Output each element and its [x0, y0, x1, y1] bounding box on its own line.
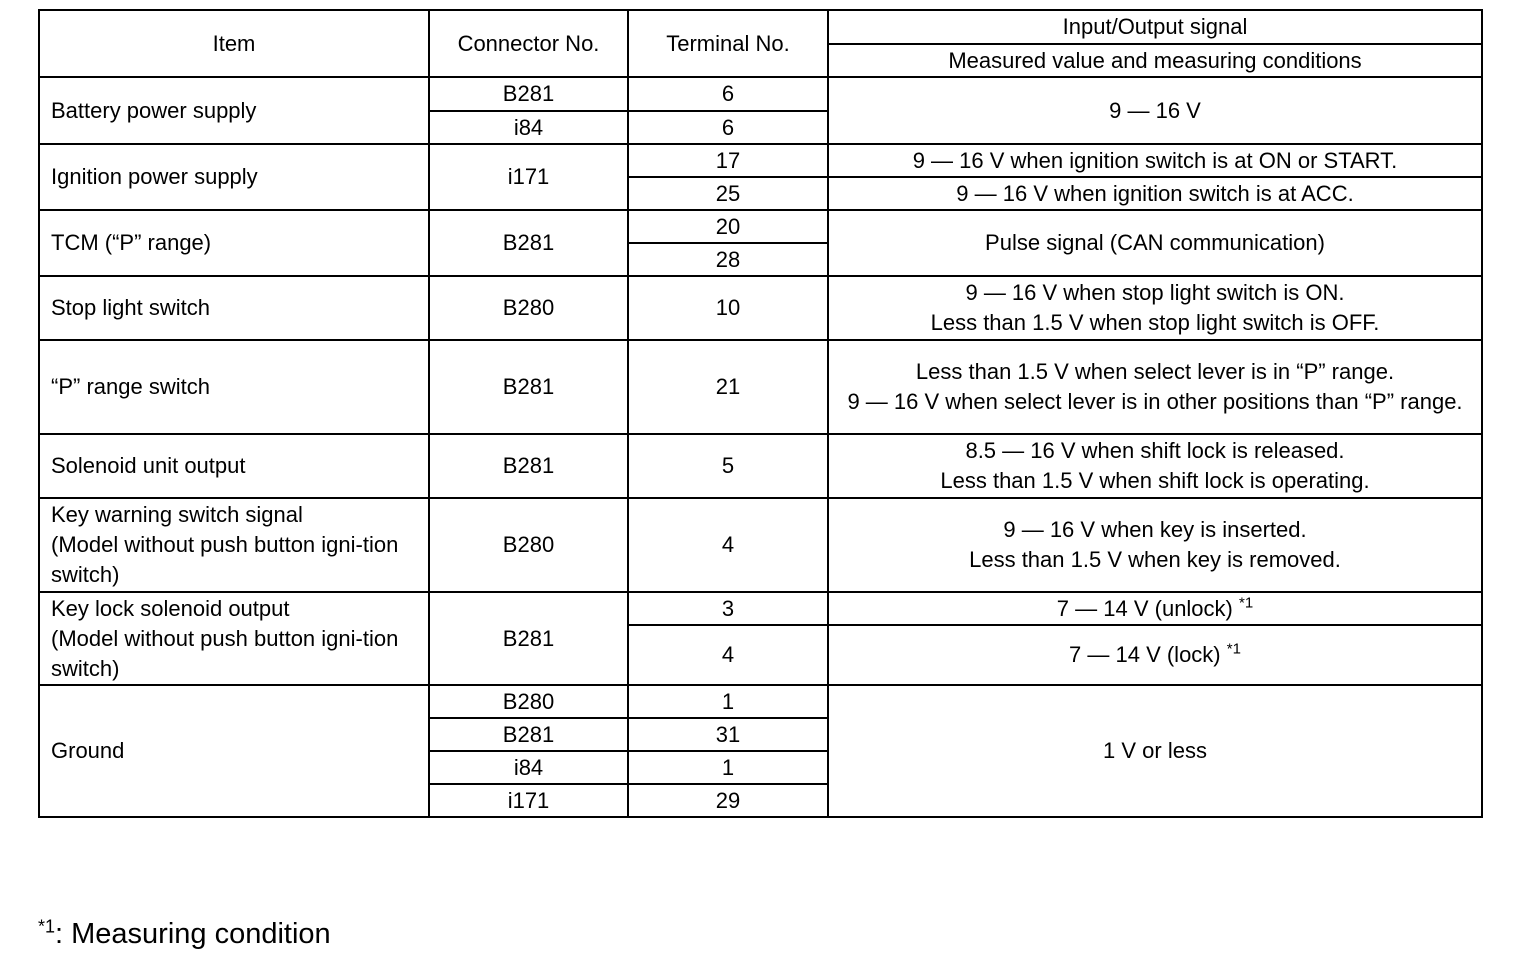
connector-cell: B281 [429, 434, 628, 498]
table-row [39, 592, 1482, 625]
terminal-cell: 10 [628, 276, 828, 340]
terminal-cell: 1 [628, 751, 828, 784]
terminal-cell: 5 [628, 434, 828, 498]
item-cell: Stop light switch [39, 276, 429, 340]
value-line: 9 — 16 V when stop light switch is ON. [965, 280, 1345, 305]
connector-cell: B280 [429, 498, 628, 592]
terminal-cell: 21 [628, 340, 828, 434]
item-cell: Ground [39, 685, 429, 817]
value-cell [828, 592, 1482, 625]
footnote-text: : Measuring condition [55, 918, 331, 950]
item-cell: Solenoid unit output [39, 434, 429, 498]
connector-cell: i171 [429, 784, 628, 817]
value-line: Less than 1.5 V when select lever is in “P” range. [915, 359, 1395, 384]
value-line: Less than 1.5 V when stop light switch is OFF. [930, 310, 1380, 335]
terminal-cell: 25 [628, 177, 828, 210]
footnote-mark: *1 [38, 916, 56, 937]
terminal-cell: 4 [628, 625, 828, 685]
header-io-signal: Input/Output signal [828, 10, 1482, 44]
header-measured: Measured value and measuring conditions [828, 44, 1482, 77]
value-cell: 1 V or less [828, 685, 1482, 817]
connector-cell: i84 [429, 751, 628, 784]
table-row [39, 498, 1482, 592]
item-line: (Model without push button igni-tion switch) [51, 532, 399, 587]
connector-cell: B281 [429, 340, 628, 434]
value-line: 9 — 16 V when key is inserted. [1003, 517, 1307, 542]
table-row [39, 434, 1482, 498]
table-row [39, 77, 1482, 111]
header-connector: Connector No. [429, 10, 628, 77]
connector-cell: i84 [429, 111, 628, 144]
value-line: Less than 1.5 V when key is removed. [969, 547, 1341, 572]
connector-cell: B281 [429, 718, 628, 751]
item-line: Key warning switch signal [51, 502, 303, 527]
connector-cell: B280 [429, 276, 628, 340]
connector-cell: B280 [429, 685, 628, 718]
item-cell: “P” range switch [39, 340, 429, 434]
item-cell [39, 498, 429, 592]
terminal-cell: 20 [628, 210, 828, 243]
table-row [39, 276, 1482, 340]
value-line: 9 — 16 V when select lever is in other positions than “P” range. [847, 389, 1463, 414]
value-cell: 9 — 16 V when ignition switch is at ACC. [828, 177, 1482, 210]
value-cell [828, 276, 1482, 340]
io-signal-table [38, 9, 1483, 818]
value-text: 7 — 14 V (lock) [1069, 642, 1221, 667]
item-cell [39, 592, 429, 685]
value-line: Less than 1.5 V when shift lock is operating. [940, 468, 1370, 493]
table-row [39, 685, 1482, 718]
terminal-cell: 17 [628, 144, 828, 177]
connector-cell: i171 [429, 144, 628, 210]
footnote [38, 914, 331, 954]
item-cell: Battery power supply [39, 77, 429, 144]
footnote-mark: *1 [1239, 594, 1254, 612]
value-cell: 9 — 16 V [828, 77, 1482, 144]
terminal-cell: 4 [628, 498, 828, 592]
terminal-cell: 6 [628, 111, 828, 144]
item-line: (Model without push button igni-tion switch) [51, 625, 399, 681]
value-text: 7 — 14 V (unlock) [1056, 595, 1233, 621]
item-cell: Ignition power supply [39, 144, 429, 210]
footnote-mark: *1 [1226, 640, 1241, 658]
header-terminal: Terminal No. [628, 10, 828, 77]
terminal-cell: 28 [628, 243, 828, 276]
value-cell [828, 625, 1482, 685]
table-row [39, 144, 1482, 177]
connector-cell: B281 [429, 592, 628, 685]
terminal-cell: 6 [628, 77, 828, 111]
header-item: Item [39, 10, 429, 77]
item-line: Key lock solenoid output [51, 595, 290, 621]
terminal-cell: 29 [628, 784, 828, 817]
value-cell: 9 — 16 V when ignition switch is at ON or START. [828, 144, 1482, 177]
value-line: 8.5 — 16 V when shift lock is released. [965, 438, 1345, 463]
item-cell: TCM (“P” range) [39, 210, 429, 276]
value-cell [828, 340, 1482, 434]
terminal-cell: 31 [628, 718, 828, 751]
value-cell [828, 434, 1482, 498]
value-cell: Pulse signal (CAN communication) [828, 210, 1482, 276]
table-row [39, 210, 1482, 243]
terminal-cell: 1 [628, 685, 828, 718]
header-row [39, 10, 1482, 44]
value-cell [828, 498, 1482, 592]
connector-cell: B281 [429, 77, 628, 111]
table-row [39, 340, 1482, 434]
terminal-cell: 3 [628, 592, 828, 625]
connector-cell: B281 [429, 210, 628, 276]
